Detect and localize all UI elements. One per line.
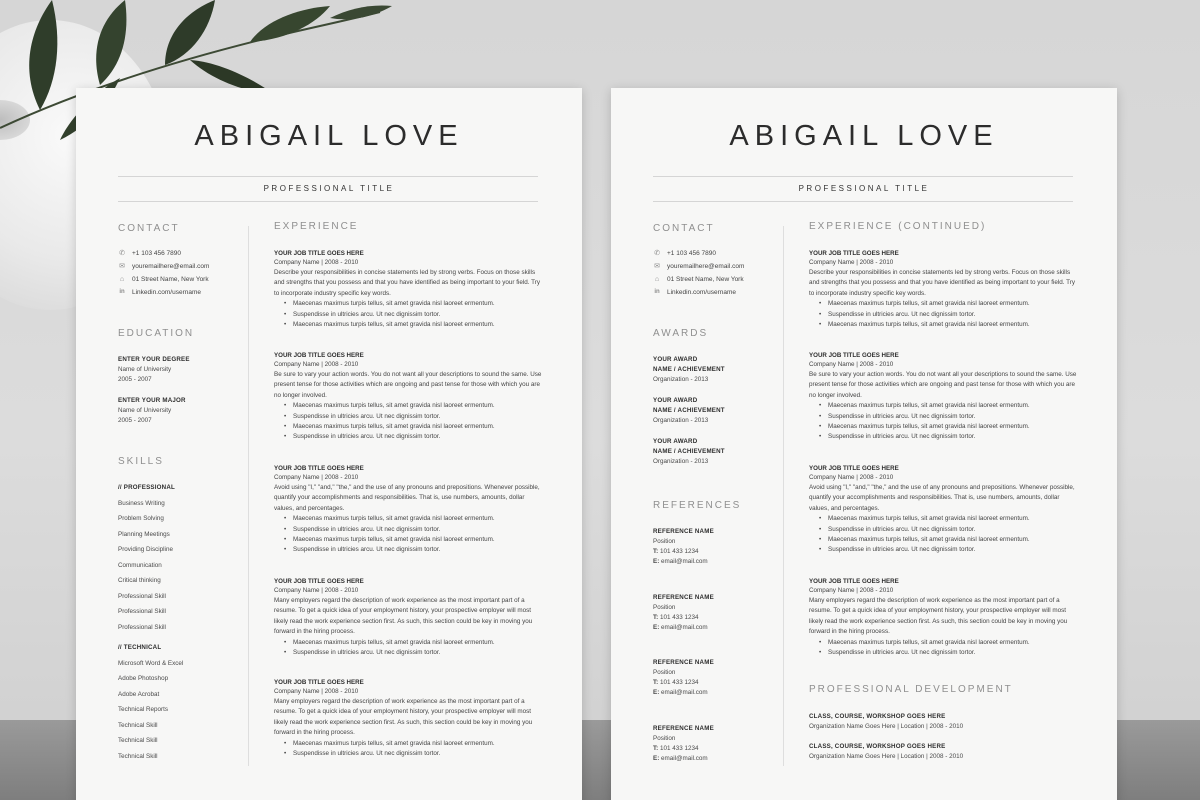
bullet-item: • Suspendisse in ultricies arcu. Ut nec dignissim tortor.: [284, 432, 544, 442]
job-description: Describe your responsibilities in concise statements led by strong verbs. Focus on those skills and strengths that you possess and that you have identified as being important to your field. Try to incorporate industry specific key words.: [274, 269, 541, 297]
job-description: Describe your responsibilities in concise statements led by strong verbs. Focus on those skills and strengths that you possess and that you have identified as being important to your field. Try to incorporate industry specific key words.: [809, 269, 1076, 297]
skill-item: Problem Solving: [118, 515, 164, 522]
bullet-item: • Maecenas maximus turpis tellus, sit amet gravida nisl laoreet ermentum.: [819, 401, 1079, 411]
phone-label: T:: [653, 745, 659, 752]
skill-item: Microsoft Word & Excel: [118, 660, 184, 667]
job-title: YOUR JOB TITLE GOES HERE: [809, 465, 899, 472]
bullet-item: • Suspendisse in ultricies arcu. Ut nec dignissim tortor.: [284, 749, 544, 759]
skill-item: Communication: [118, 562, 162, 569]
phone-value: 101 433 1234: [660, 745, 699, 752]
skill-item: Business Writing: [118, 500, 165, 507]
reference-email: [653, 558, 708, 565]
resume-page-2: [611, 88, 1117, 800]
job-entry: [809, 250, 1079, 330]
reference-email: [653, 624, 708, 631]
job-title: YOUR JOB TITLE GOES HERE: [274, 465, 364, 472]
email-value: email@mail.com: [661, 624, 708, 631]
bullet-item: • Suspendisse in ultricies arcu. Ut nec dignissim tortor.: [284, 412, 544, 422]
phone-label: T:: [653, 548, 659, 555]
email-value: email@mail.com: [661, 689, 708, 696]
bullet-item: • Maecenas maximus turpis tellus, sit amet gravida nisl laoreet ermentum.: [819, 320, 1079, 330]
skill-item: Professional Skill: [118, 608, 166, 615]
reference-name: REFERENCE NAME: [653, 594, 714, 601]
job-bullets: [809, 299, 1079, 330]
reference-phone: [653, 679, 699, 686]
skill-item: Adobe Photoshop: [118, 675, 169, 682]
bullet-item: • Maecenas maximus turpis tellus, sit amet gravida nisl laoreet ermentum.: [819, 299, 1079, 309]
bullet-item: • Maecenas maximus turpis tellus, sit amet gravida nisl laoreet ermentum.: [284, 514, 544, 524]
column-divider: [248, 226, 249, 766]
home-icon: ⌂: [654, 276, 660, 283]
course-title: CLASS, COURSE, WORKSHOP GOES HERE: [809, 743, 946, 750]
bullet-item: • Suspendisse in ultricies arcu. Ut nec dignissim tortor.: [284, 545, 544, 555]
job-title: YOUR JOB TITLE GOES HERE: [274, 578, 364, 585]
skill-item: Technical Reports: [118, 706, 169, 713]
professional-title: PROFESSIONAL TITLE: [798, 184, 930, 193]
reference-phone: [653, 614, 699, 621]
skill-item: Technical Skill: [118, 737, 158, 744]
bullet-item: • Maecenas maximus turpis tellus, sit amet gravida nisl laoreet ermentum.: [284, 422, 544, 432]
skill-item: Adobe Acrobat: [118, 691, 160, 698]
bullet-item: • Suspendisse in ultricies arcu. Ut nec dignissim tortor.: [284, 310, 544, 320]
job-description: Avoid using "I," "and," "the," and the use of any pronouns and prepositions. Whenever possible, quantify your accomplishments and responsibilities. That is, use numbers, amounts, dollar values, and percentages.: [274, 484, 540, 512]
reference-position: Position: [653, 735, 676, 742]
contact-text: +1 103 456 7890: [667, 250, 716, 257]
job-title: YOUR JOB TITLE GOES HERE: [809, 250, 899, 257]
contact-text: youremailhere@email.com: [132, 263, 210, 270]
professional-development-heading: PROFESSIONAL DEVELOPMENT: [809, 684, 1013, 695]
bullet-item: • Maecenas maximus turpis tellus, sit amet gravida nisl laoreet ermentum.: [284, 739, 544, 749]
job-company: Company Name | 2008 - 2010: [274, 361, 359, 368]
award-org: Organization - 2013: [653, 458, 709, 465]
job-entry: [274, 250, 544, 330]
education-heading: EDUCATION: [118, 328, 195, 339]
job-entry: [274, 679, 544, 759]
linkedin-icon: in: [654, 289, 660, 295]
skill-item: Planning Meetings: [118, 531, 170, 538]
bullet-item: • Maecenas maximus turpis tellus, sit amet gravida nisl laoreet ermentum.: [819, 638, 1079, 648]
degree: ENTER YOUR DEGREE: [118, 356, 190, 363]
contact-heading: CONTACT: [653, 223, 715, 234]
experience-heading: EXPERIENCE: [274, 221, 359, 232]
job-bullets: [274, 299, 544, 330]
bullet-item: • Maecenas maximus turpis tellus, sit amet gravida nisl laoreet ermentum.: [284, 299, 544, 309]
reference-name: REFERENCE NAME: [653, 659, 714, 666]
divider: [653, 201, 1073, 202]
job-entry: [809, 352, 1079, 442]
experience-continued-heading: EXPERIENCE (CONTINUED): [809, 221, 987, 232]
divider: [118, 176, 538, 177]
mail-icon: ✉: [654, 263, 660, 270]
bullet-item: • Suspendisse in ultricies arcu. Ut nec dignissim tortor.: [284, 648, 544, 658]
resume-page-1: [76, 88, 582, 800]
contact-phone: [118, 250, 181, 257]
phone-icon: ✆: [654, 250, 660, 257]
job-bullets: [809, 401, 1079, 442]
award-name: NAME / ACHIEVEMENT: [653, 366, 725, 373]
job-title: YOUR JOB TITLE GOES HERE: [809, 352, 899, 359]
job-company: Company Name | 2008 - 2010: [274, 688, 359, 695]
technical-skills-heading: // TECHNICAL: [118, 644, 162, 651]
bullet-item: • Maecenas maximus turpis tellus, sit amet gravida nisl laoreet ermentum.: [284, 320, 544, 330]
phone-value: 101 433 1234: [660, 679, 699, 686]
job-description: Many employers regard the description of work experience as the most important part of a resume. To get a quick idea of your employment history, your prospective employer will most likely read the work experience section first. As such, this section could be key in moving you forward in the hiring process.: [809, 597, 1068, 636]
job-bullets: [809, 514, 1079, 555]
degree: ENTER YOUR MAJOR: [118, 397, 186, 404]
awards-heading: AWARDS: [653, 328, 709, 339]
award-org: Organization - 2013: [653, 417, 709, 424]
reference-position: Position: [653, 604, 676, 611]
job-entry: [809, 465, 1079, 555]
job-description: Many employers regard the description of work experience as the most important part of a resume. To get a quick idea of your employment history, your prospective employer will most likely read the work experience section first. As such, this section could be key in moving you forward in the hiring process.: [274, 597, 533, 636]
award-title: YOUR AWARD: [653, 397, 698, 404]
resume-name: ABIGAIL LOVE: [729, 120, 999, 152]
job-title: YOUR JOB TITLE GOES HERE: [274, 250, 364, 257]
phone-label: T:: [653, 614, 659, 621]
bullet-item: • Maecenas maximus turpis tellus, sit amet gravida nisl laoreet ermentum.: [284, 535, 544, 545]
award-title: YOUR AWARD: [653, 438, 698, 445]
job-company: Company Name | 2008 - 2010: [274, 474, 359, 481]
contact-text: youremailhere@email.com: [667, 263, 745, 270]
course-details: Organization Name Goes Here | Location | 2008 - 2010: [809, 753, 964, 760]
contact-address: [118, 276, 209, 283]
professional-skills-heading: // PROFESSIONAL: [118, 484, 175, 491]
bullet-item: • Maecenas maximus turpis tellus, sit amet gravida nisl laoreet ermentum.: [819, 422, 1079, 432]
job-company: Company Name | 2008 - 2010: [809, 361, 894, 368]
skills-heading: SKILLS: [118, 456, 164, 467]
bullet-item: • Maecenas maximus turpis tellus, sit amet gravida nisl laoreet ermentum.: [284, 638, 544, 648]
course-title: CLASS, COURSE, WORKSHOP GOES HERE: [809, 713, 946, 720]
job-bullets: [274, 638, 544, 659]
job-description: Many employers regard the description of work experience as the most important part of a resume. To get a quick idea of your employment history, your prospective employer will most likely read the work experience section first. As such, this section could be key in moving you forward in the hiring process.: [274, 698, 533, 737]
job-bullets: [274, 401, 544, 442]
reference-phone: [653, 745, 699, 752]
reference-name: REFERENCE NAME: [653, 528, 714, 535]
bullet-item: • Maecenas maximus turpis tellus, sit amet gravida nisl laoreet ermentum.: [284, 401, 544, 411]
reference-phone: [653, 548, 699, 555]
university: Name of University: [118, 407, 172, 414]
email-value: email@mail.com: [661, 558, 708, 565]
reference-email: [653, 755, 708, 762]
contact-address: [653, 276, 744, 283]
education-years: 2005 - 2007: [118, 376, 152, 383]
skill-item: Technical Skill: [118, 753, 158, 760]
phone-value: 101 433 1234: [660, 614, 699, 621]
job-bullets: [809, 638, 1079, 659]
reference-email: [653, 689, 708, 696]
bullet-item: • Suspendisse in ultricies arcu. Ut nec dignissim tortor.: [819, 310, 1079, 320]
job-title: YOUR JOB TITLE GOES HERE: [274, 352, 364, 359]
contact-text: 01 Street Name, New York: [667, 276, 744, 283]
divider: [653, 176, 1073, 177]
home-icon: ⌂: [119, 276, 125, 283]
contact-text: Linkedin.com/username: [132, 289, 202, 296]
bullet-item: • Suspendisse in ultricies arcu. Ut nec dignissim tortor.: [284, 525, 544, 535]
skill-item: Providing Discipline: [118, 546, 173, 553]
job-company: Company Name | 2008 - 2010: [274, 587, 359, 594]
reference-name: REFERENCE NAME: [653, 725, 714, 732]
reference-position: Position: [653, 669, 676, 676]
bullet-item: • Maecenas maximus turpis tellus, sit amet gravida nisl laoreet ermentum.: [819, 535, 1079, 545]
column-divider: [783, 226, 784, 766]
email-label: E:: [653, 624, 660, 631]
job-description: Be sure to vary your action words. You do not want all your descriptions to sound the same. Use present tense for those activities which are ongoing and past tense for those with which you are no longer involved.: [274, 371, 542, 399]
bullet-item: • Suspendisse in ultricies arcu. Ut nec dignissim tortor.: [819, 545, 1079, 555]
job-company: Company Name | 2008 - 2010: [809, 259, 894, 266]
job-entry: [809, 578, 1079, 658]
award-org: Organization - 2013: [653, 376, 709, 383]
job-title: YOUR JOB TITLE GOES HERE: [274, 679, 364, 686]
references-heading: REFERENCES: [653, 500, 742, 511]
job-description: Be sure to vary your action words. You do not want all your descriptions to sound the same. Use present tense for those activities which are ongoing and past tense for those with which you are no longer involved.: [809, 371, 1077, 399]
job-bullets: [274, 739, 544, 760]
divider: [118, 201, 538, 202]
bullet-item: • Suspendisse in ultricies arcu. Ut nec dignissim tortor.: [819, 412, 1079, 422]
award-name: NAME / ACHIEVEMENT: [653, 448, 725, 455]
course-details: Organization Name Goes Here | Location | 2008 - 2010: [809, 723, 964, 730]
bullet-item: • Suspendisse in ultricies arcu. Ut nec dignissim tortor.: [819, 648, 1079, 658]
contact-email: [118, 263, 209, 270]
reference-position: Position: [653, 538, 676, 545]
mail-icon: ✉: [119, 263, 125, 270]
contact-heading: CONTACT: [118, 223, 180, 234]
job-bullets: [274, 514, 544, 555]
job-company: Company Name | 2008 - 2010: [274, 259, 359, 266]
skill-item: Professional Skill: [118, 593, 166, 600]
contact-email: [653, 263, 744, 270]
skill-item: Technical Skill: [118, 722, 158, 729]
linkedin-icon: in: [119, 289, 125, 295]
contact-linkedin: [653, 289, 736, 296]
resume-name: ABIGAIL LOVE: [194, 120, 464, 152]
bullet-item: • Maecenas maximus turpis tellus, sit amet gravida nisl laoreet ermentum.: [819, 514, 1079, 524]
email-value: email@mail.com: [661, 755, 708, 762]
job-description: Avoid using "I," "and," "the," and the use of any pronouns and prepositions. Whenever possible, quantify your accomplishments and responsibilities. That is, use numbers, amounts, dollar values, and percentages.: [809, 484, 1075, 512]
education-years: 2005 - 2007: [118, 417, 152, 424]
contact-text: Linkedin.com/username: [667, 289, 737, 296]
bullet-item: • Suspendisse in ultricies arcu. Ut nec dignissim tortor.: [819, 525, 1079, 535]
award-name: NAME / ACHIEVEMENT: [653, 407, 725, 414]
job-company: Company Name | 2008 - 2010: [809, 474, 894, 481]
job-entry: [274, 352, 544, 442]
university: Name of University: [118, 366, 172, 373]
contact-text: +1 103 456 7890: [132, 250, 181, 257]
professional-title: PROFESSIONAL TITLE: [263, 184, 395, 193]
job-company: Company Name | 2008 - 2010: [809, 587, 894, 594]
skill-item: Professional Skill: [118, 624, 166, 631]
email-label: E:: [653, 689, 660, 696]
contact-linkedin: [118, 289, 201, 296]
email-label: E:: [653, 558, 660, 565]
contact-text: 01 Street Name, New York: [132, 276, 209, 283]
job-entry: [274, 465, 544, 555]
phone-icon: ✆: [119, 250, 125, 257]
bullet-item: • Suspendisse in ultricies arcu. Ut nec dignissim tortor.: [819, 432, 1079, 442]
job-title: YOUR JOB TITLE GOES HERE: [809, 578, 899, 585]
award-title: YOUR AWARD: [653, 356, 698, 363]
email-label: E:: [653, 755, 660, 762]
skill-item: Critical thinking: [118, 577, 161, 584]
contact-phone: [653, 250, 716, 257]
phone-value: 101 433 1234: [660, 548, 699, 555]
job-entry: [274, 578, 544, 658]
phone-label: T:: [653, 679, 659, 686]
